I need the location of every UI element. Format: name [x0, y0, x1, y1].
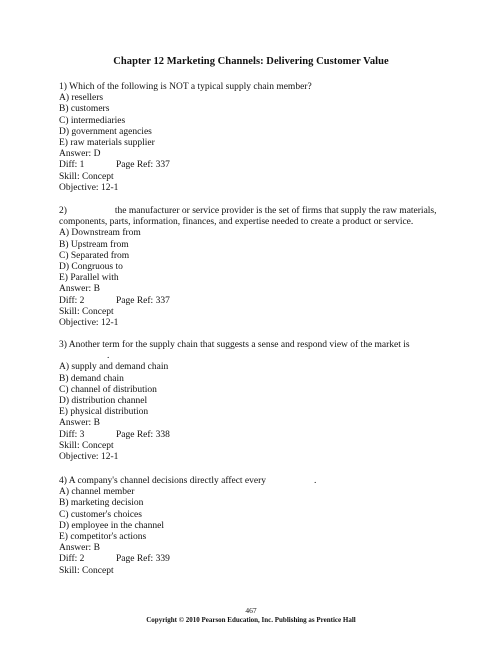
- diff-pageref: [59, 554, 459, 565]
- question-2: [59, 206, 459, 329]
- objective: Objective: 12-1: [59, 317, 119, 328]
- skill: Skill: Concept: [59, 171, 114, 182]
- answer: Answer: B: [59, 284, 100, 295]
- difficulty: Diff: 2: [59, 295, 85, 306]
- question-4: [59, 476, 459, 577]
- difficulty: Diff: 1: [59, 160, 85, 171]
- difficulty: Diff: 3: [59, 429, 85, 440]
- page-ref: Page Ref: 337: [116, 160, 170, 171]
- option: E) Parallel with: [59, 273, 119, 284]
- option: C) customer's choices: [59, 509, 142, 520]
- question-stem-end: .: [107, 351, 110, 362]
- skill: Skill: Concept: [59, 306, 114, 317]
- option: C) intermediaries: [59, 115, 126, 126]
- chapter-title: Chapter 12 Marketing Channels: Delivering Customer Value: [113, 56, 389, 67]
- question-stem: 4) A company's channel decisions directly affect every .: [59, 476, 317, 486]
- option: B) marketing decision: [59, 498, 144, 509]
- question-stem: [59, 206, 459, 228]
- diff-pageref: [59, 296, 459, 307]
- skill: Skill: Concept: [59, 565, 114, 576]
- option: D) distribution channel: [59, 395, 148, 406]
- objective: Objective: 12-1: [59, 182, 119, 193]
- option: E) competitor's actions: [59, 531, 147, 542]
- objective: Objective: 12-1: [59, 451, 119, 462]
- option: D) employee in the channel: [59, 520, 164, 531]
- option: B) demand chain: [59, 373, 124, 384]
- option: B) customers: [59, 104, 110, 115]
- answer: Answer: B: [59, 543, 100, 554]
- question-1: [59, 82, 459, 194]
- page-number: 467: [245, 606, 257, 615]
- question-text: the manufacturer or service provider is the set of firms that supply the raw materials, components, parts, information, finances, and expertise needed to create a product or service.: [59, 206, 437, 228]
- answer: Answer: D: [59, 149, 101, 160]
- diff-pageref: [59, 430, 459, 441]
- option: A) supply and demand chain: [59, 362, 169, 373]
- question-stem: 3) Another term for the supply chain that suggests a sense and respond view of the market is: [59, 340, 410, 350]
- page-ref: Page Ref: 339: [116, 554, 170, 565]
- option: E) physical distribution: [59, 407, 149, 418]
- option: A) channel member: [59, 487, 135, 498]
- option: D) Congruous to: [59, 261, 123, 272]
- option: E) raw materials supplier: [59, 137, 155, 148]
- option: A) Downstream from: [59, 228, 141, 239]
- copyright-notice: Copyright © 2010 Pearson Education, Inc. Publishing as Prentice Hall: [146, 616, 356, 624]
- option: D) government agencies: [59, 126, 152, 137]
- skill: Skill: Concept: [59, 440, 114, 451]
- question-3: [59, 340, 459, 463]
- option: C) Separated from: [59, 250, 130, 261]
- diff-pageref: [59, 160, 459, 171]
- answer: Answer: B: [59, 418, 100, 429]
- page-ref: Page Ref: 338: [116, 429, 170, 440]
- question-stem: 1) Which of the following is NOT a typical supply chain member?: [59, 82, 312, 92]
- page-ref: Page Ref: 337: [116, 295, 170, 306]
- option: C) channel of distribution: [59, 384, 157, 395]
- difficulty: Diff: 2: [59, 554, 85, 565]
- question-number: 2): [59, 206, 67, 216]
- option: A) resellers: [59, 93, 104, 104]
- option: B) Upstream from: [59, 239, 129, 250]
